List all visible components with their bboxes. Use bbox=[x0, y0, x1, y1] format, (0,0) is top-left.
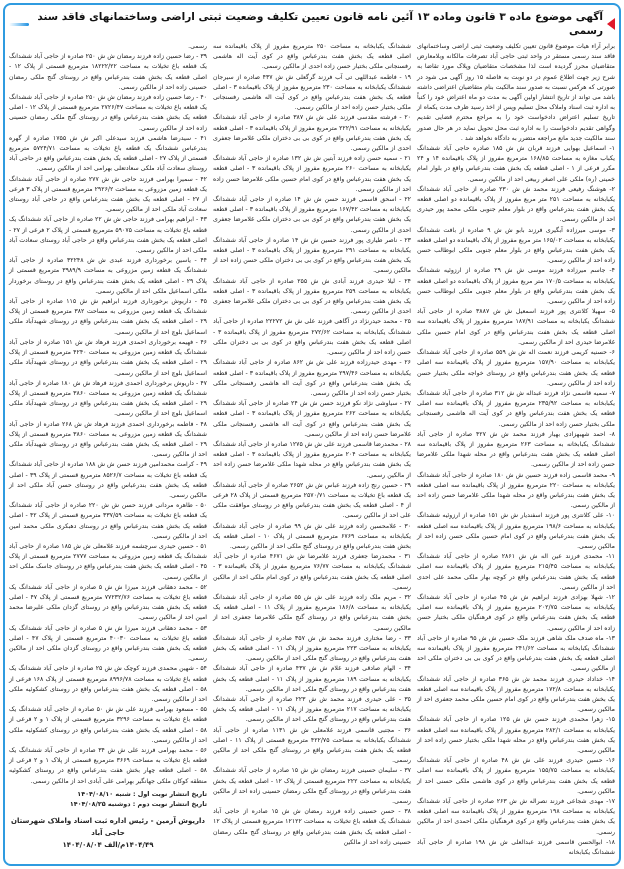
list-item: ۵۰ - طاهره مردانی فرزند حسن ش ش ۲۲۰ صادره از حاجی آباد ششدانگ یک قطعه باغ تخیلات به مساحت ۳۳۷/۵۹ مترمربع قسمتی از پلاک ۴۲ - اصلی قطعه یک بخش هفت بندرعباس واقع در روستای دهبکری ملکی محمد امین احد از مالکین رسمی. bbox=[9, 502, 207, 540]
list-item: ۱۲- شهلا بهزادی فرزند ابراهیم ش ش ۴۵ صادره از حاجی آباد ششدانگ یکبابخانه به مساحت ۲۰۲/۷۵ مترمربع مفروز از پلاک باقیمانده سه اصلی قطعه یک بخش هفت بندرعباس واقع در کوی فرهنگیان ملکی بختیار حسن زاده احد از مالکین رسمی. bbox=[417, 593, 616, 632]
red-triangle-icon bbox=[607, 18, 615, 30]
list-item: ۴۰ - رضا حسین زاده فرزند رمضان ش ش ۲۵۰ صادره از حاجی آباد ششدانگ یک قطعه باغ تخیلات به مساحت ۲۷۲۶/۴۷ مترمربع قسمتی از پلاک ۱۲ - اصلی قطعه یک بخش هفت بندرعباس واقع در روستای گنج ملکی رمضان حسینی زاده احد از مالکین رسمی. bbox=[9, 94, 207, 132]
list-item: ۵۴ - شهین محمدی فرزند کوچک ش ش ۲۵ صادره از حاجی آباد ششدانگ یک قطعه باغ تخیلات به مساحت ۸۹۹۶/۷۸ مترمربع قسمتی از پلاک ۱۶۸ فرعی از ۵۸ - اصلی قطعه یک بخش هفت بندرعباس واقع در روستای کشکوئیه ملکی احد از مالکین رسمی. bbox=[9, 665, 207, 703]
list-item: ۳۵ - علی حیدری فرزند محمد ش ش ۲۲۳ صادره از حاجی آباد ششدانگ یکبابخانه به مساحت ۲۱۷ مترمربع مفروز از پلاک ۱۱ - اصلی قطعه یک بخش هفت بندرعباس واقع در روستای گنج ملکی احد از مالکین رسمی. bbox=[213, 696, 412, 724]
list-item: ۱۴- خداداد حیدری فرزند محمد ش ش ۳۶۵ صادره از حاجی آباد ششدانگ یکبابخانه به مساحت ۱۷۲/۸ مترمربع مفروز از پلاک باقیمانده سه اصلی قطعه یک بخش هفت بندرعباس واقع در کوی امام حسین ملکی محمد جعفری احد از مالکین رسمی. bbox=[417, 675, 615, 714]
list-item: ۴۵ - داریوش برخورداری فرزند ابراهیم ش ش ۱۱۵ صادره از حاجی آباد ششدانگ یک قطعه زمین مزروعی به مساحت ۳۸۲ مترمربع قسمتی از پلاک ۲۹ - اصلی قطعه یک بخش هفت بندرعباس واقع در روستای شهیدآباد ملکی اسماعیل بلوچ احد از مالکین رسمی. bbox=[9, 298, 207, 336]
list-item: ۲۰ - فرشته مقدسی فرزند علی ش ش ۳۸۷ صادره از حاجی آباد ششدانگ یکبابخانه به مساحت ۲۲۲/۹۱ مترمربع مفروز از پلاک باقیمانده ۳ - اصلی قطعه یک بخش هفت بندرعباس واقع در کوی بی بی دختران ملکی غلامرضا جعفری احدی از مالکین رسمی. bbox=[213, 114, 411, 153]
list-item: ۱۸- ابوالحسن قاسمی فرزند عبدالعلی ش ش ۱۹۸ صادره از حاجی آباد ششدانگ یکبابخانه bbox=[417, 838, 615, 857]
notice-columns bbox=[9, 42, 615, 858]
list-item: ۱- اسماعیل بهوایی فرزند قربان ش ش ۱۸۵ صادره حاجی آباد ششدانگ یکباب مغازه به مساحت ۱۶۸/۸۵ مترمربع مفروز از پلاک باقیمانده ۱۴ و ۲۴ مکرر فرعی از ۱ - اصلی قطعه یک بخش هفت بندرعباس واقع در بلوار امام خمینی (ره) ملکی علی اصغر ربیعی احد از مالکین رسمی. bbox=[417, 145, 615, 183]
list-item: ۴۷ - داریوش برخورداری احمدی فرزند فرهاد ش ش ۱۸۰ صادره از حاجی آباد ششدانگ یک قطعه زمین مزروعی به مساحت ۳۸۶۰ مترمربع قسمتی از پلاک ۲۹ - اصلی قطعه یک بخش هفت بندرعباس واقع در روستای شهیدآباد ملکی اسماعیل بلوچ احد از مالکین رسمی. bbox=[9, 379, 207, 418]
list-item: ۱۷- مهدی شجاعی فرزند نصراله ش ش ۲۶۳ صادره از حاجی آباد ششدانگ یکبابخانه به مساحت ۱۹۸ مترمربع مفروز از پلاک باقیمانده سه اصلی قطعه یک بخش هفت بندرعباس واقع در کوی فرهنگیان ملکی احمدی احد از مالکین رسمی. bbox=[417, 798, 615, 836]
list-item: ۸- احمد شهبهزادی بهیار فرزند محمد ش ش ۴۲۷ صادره از حاجی آباد ششدانگ یکبابخانه به مساحت ۲۶۳ مترمربع مفروز از پلاک باقیمانده سه اصلی قطعه یک بخش هفت بندرعباس واقع در محله شهدا ملکی غلامرضا حسن زاده احد از مالکین رسمی. bbox=[417, 430, 615, 469]
notice-frame bbox=[3, 3, 621, 866]
list-item: ۵۱ - حسین حیدری سرچشمه فرزند غلامعلی ش ش ۱۸۵ صادره از حاجی آباد ششدانگ یک قطعه زمین مزروعی به مساحت ۲۷۷۷ مترمربع قسمتی از پلاک ۴۵ - اصلی قطعه یک بخش هفت بندرعباس واقع در روستای جاسک ملکی احد از مالکین رسمی. bbox=[9, 542, 207, 581]
list-item: ۴۹ - کرامت محمدامین فرزند حسن ش ش ۱۸۸ صادره از حاجی آباد ششدانگ یک قطعه باغ تخیلات به مساحت ۸۵۲۶/۷ مترمربع قسمتی از پلاک ۳۹ - اصلی قطعه یک بخش هفت بندرعباس واقع در روستای حسن آباد ملکی احد از مالکین رسمی. bbox=[9, 461, 208, 499]
list-item: ۲۵ - محمد حیدرنژاد در آگاهی فرزند علی ش ش ۲۲۲۷۲ صادره از حاجی آباد ششدانگ یکبابخانه به مساحت ۲۷۲/۶۲ مترمربع مفروز از پلاک باقیمانده ۳ - اصلی قطعه یک بخش هفت بندرعباس واقع در کوی بی بی دختران ملکی حسن زاده احد از مالکین رسمی. bbox=[213, 318, 411, 357]
notice-title: آگهی موضوع ماده ۳ قانون وماده ۱۳ آئین نامه قانون تعیین تکلیف وضعیت ثبتی اراضی وساختمانهای فاقد سند رسمی bbox=[37, 11, 603, 37]
list-item: ۳۴ - الهام صادقی فرزند غلام ش ش ۴۳۷ صادره از حاجی آباد ششدانگ یکبابخانه به مساحت ۱۸۹ مترمربع مفروز از پلاک ۱۱ - اصلی قطعه یک بخش هفت بندرعباس واقع در روستای گنج ملکی احد از مالکین رسمی. bbox=[213, 665, 412, 693]
list-item: ۴۳ - ابراهیم بهرامی فرزند حاجی ش ش ۲۲ صادره از حاجی آباد ششدانگ یک قطعه باغ تخیلات به مساحت ۵۹۰۷۵ مترمربع قسمتی از پلاک ۲ فرعی از ۲۷ - اصلی قطعه یک بخش هفت بندرعباس واقع در حاجی آباد روستای سعادت آباد ملکی احد از مالکین رسمی. bbox=[9, 216, 207, 255]
signature-ref: ۱۴۰۴/۴۹م/الف ۱۴۰۴/۰۸/۰۴ bbox=[62, 841, 154, 850]
list-item: ۵۵ - مسعود بهرامی فرزند علی ش ش ۵۰ صادره از حاجی آباد ششدانگ یک قطعه باغ تخیلات به مساحت ۳۲۹۶ مترمربع قسمتی از پلاک ۱ و ۲ فرعی از ۵۸ - اصلی قطعه یک بخش هفت بندرعباس واقع در روستای کشکوئیه ملکی احد از مالکین رسمی. bbox=[9, 706, 207, 744]
signature-block bbox=[9, 815, 207, 851]
list-item: ۳۶ - مجتبی قاسمی فرزند غلامعلی ش ش ۱۱۳۱ صادره از حاجی آباد ششدانگ یکبابخانه به مساحت ۴۲۲/۷۵ مترمربع قسمتی از پلاک ۱۱ - اصلی قطعه یک بخش هفت بندرعباس واقع در روستای گنج ملکی احد از مالکین رسمی. bbox=[213, 726, 411, 765]
column-middle bbox=[213, 42, 411, 858]
list-item: ۵- سهیلا کلانتری پور فرزند اسمعیل ش ش ۳۸۸۷ صادره از حاجی آباد ششدانگ یکبابخانه به مساحت ۱۸۷/۹۱ مترمربع مفروز از پلاک باقیمانده سه اصلی قطعه یک بخش هفت بندرعباس واقع در کوی امام حسین ملکی غلامرضا حیدری احد از مالکین رسمی. bbox=[417, 308, 615, 346]
list-item: ۲۳ - ناصر طیاری پور فرزند حسین ش ش ۱۴ صادره از حاجی آباد ششدانگ یکبابخانه به مساحت ۲۹۱ مترمربع مفروز از پلاک باقیمانده ۳ - اصلی قطعه یک بخش هفت بندرعباس واقع در کوی بی بی دختران ملکی حسن زاده احد از مالکین رسمی. bbox=[213, 236, 412, 275]
publish-dates bbox=[9, 789, 207, 809]
signature-name: داریوش آرمین - رئیس اداره ثبت اسناد واملاک شهرستان حاجی آباد bbox=[10, 817, 205, 838]
list-item: ۳- موسی میرزاده آبگیری فرزند بابو ش ش ۹ صادره از بافت ششدانگ یکبابخانه به مساحت ۱۶۵/۰۲ متر مربع مفروز از پلاک باقیمانده دو اصلی قطعه یک بخش هفت بندرعباس واقع در بلوار معلم جنوبی ملکی ابوطالب حسن زاده احد از مالکین رسمی. bbox=[417, 226, 615, 265]
list-item: ۲۷ - سیاوشی نژاد نکو فرزند حسن ش ش ۲۴ صادره از حاجی آباد ششدانگ یکبابخانه به مساحت ۲۶۲ مترمربع مفروز از پلاک باقیمانده ۳ - اصلی قطعه یک بخش هفت بندرعباس واقع در کوی آیت اله هاشمی رفسنجانی ملکی غلامرضا حسن زاده احد از مالکین رسمی. bbox=[213, 400, 412, 438]
list-item: ۳۸ - حسن حسینی زاده فرزند رمضان ش ش ۱۵ صادره از حاجی آباد ششدانگ یک قطعه باغ تخیلات به مساحت ۱۲۱۲۲ مترمربع قسمتی از پلاک ۱۲ - اصلی قطعه یک بخش هفت بندرعباس واقع در روستای گنج ملکی رمضان حسینی زاده احد از مالکین bbox=[213, 808, 411, 846]
list-item: ۳۰ - غلامحسین زاده فرزند علی ش ش ۹۹ صادره از حاجی آباد ششدانگ یکبابخانه به مساحت ۶۷۶۹ مترمربع قسمتی از پلاک ۱۰ - اصلی قطعه یک بخش هفت بندرعباس واقع در روستای گنج ملکی احد از مالکین رسمی. bbox=[213, 522, 411, 550]
list-item: ۵۶ - محمد بهرامی فرزند علی ش ش ۳۴ صادره از حاجی آباد ششدانگ یک قطعه باغ تخیلات به مساحت ۳۶۶۹ مترمربع قسمتی از پلاک ۱ و ۲ فرعی از ۵۸ - اصلی قطعه چهار بخش هفت بندرعباس واقع در روستای کشکوئیه منطقه کوکان ملکی جهانگیر بهرامی علی آبادی احد از مالکین رسمی. bbox=[9, 747, 207, 785]
list-item: رسمی. bbox=[188, 43, 207, 50]
list-item: ۱۵- زهرا محمدی فرزند حسن ش ش ۱۲۵ صادره از حاجی آباد ششدانگ یکبابخانه به مساحت ۲۸۲/۱ مترمربع مفروز از پلاک باقیمانده سه اصلی قطعه یک بخش هفت بندرعباس واقع در محله شهدا ملکی بختیار حسن زاده احد از مالکین رسمی. bbox=[417, 716, 616, 755]
list-item: ۱۳- ماه صدف ملک شاهی فرزند ملک حسین ش ش ۹۵ صادره از حاجی آباد ششدانگ یکبابخانه به مساحت ۲۴۱/۶۲ مترمربع مفروز از پلاک باقیمانده سه اصلی قطعه یک بخش هفت بندرعباس واقع در کوی بی بی دختران ملکی احد از مالکین رسمی. bbox=[417, 634, 615, 673]
list-item: ۳۹ - رضا حسین زاده فرزند رمضان ش ش ۲۵۰ صادره از حاجی آباد ششدانگ یک قطعه باغ تخیلات به مساحت ۱۸۲۲۲/۲۲ مترمربع قسمتی از پلاک ۱۲ - اصلی قطعه یک بخش هفت بندرعباس واقع در روستای گنج ملکی رمضان حسینی زاده احد از مالکین رسمی. bbox=[9, 53, 207, 91]
list-item: ۴- جاسم میرزاده فرزند موسی ش ش ۲۹ صادره از ارزوئیه ششدانگ یکبابخانه به مساحت ۱۷۰/۵ متر مربع مفروز از پلاک باقیمانده دو اصلی قطعه یک بخش هفت بندرعباس واقع در بلوار معلم جنوبی ملکی ابوطالب حسن زاده احد از مالکین رسمی. bbox=[417, 267, 615, 306]
publish-date-second: تاریخ انتشار نوبت دوم : دوشنبه ۱۴۰۴/۰۸/۲۵ bbox=[69, 800, 207, 809]
list-item: ۲۹ - حسین رنج زاده فرزند عباس ش ش ۲۶۵۲ صادره از حاجی آباد ششدانگ یک قطعه باغ تخیلات به مساحت ۲۵۷۰/۷۱ مترمربع قسمتی از پلاک ۲۸ فرعی از ۴ - اصلی قطعه یک بخش هفت بندرعباس واقع در روستای موافقت ملکی علی احد از مالکین رسمی. bbox=[213, 481, 411, 520]
title-bar bbox=[9, 10, 615, 38]
list-item: ۷- سمیه قاسمی نژاد فرزند عبداله ش ش ۳۱۲ صادره از حاجی آباد ششدانگ یکبابخانه به مساحت ۲۳۵/۹۲ مترمربع مفروز از پلاک باقیمانده سه اصلی قطعه یک بخش هفت بندرعباس واقع در کوی آیت اله هاشمی رفسنجانی ملکی بختیار حسن زاده احد از مالکین رسمی. bbox=[417, 389, 616, 428]
list-item: ۲۶ - مهدی حیدرزاده فرزند علی ش ش ۸۶۲ صادره از حاجی آباد ششدانگ یکبابخانه به مساحت ۲۹۷/۴۶ مترمربع مفروز از پلاک باقیمانده ۳ - اصلی قطعه یک بخش هفت بندرعباس واقع در کوی آیت اله هاشمی رفسنجانی ملکی بختیار حسن زاده احد از مالکین رسمی. bbox=[213, 359, 411, 397]
list-item: ۱۰- علی کلانتری پور فرزند اسفندیار ش ش ۱۵۱ صادره از ارزوئیه ششدانگ یکبابخانه به مساحت ۱۹۸/۶ مترمربع مفروز از پلاک باقیمانده سه اصلی قطعه یک بخش هفت بندرعباس واقع در کوی امام حسین ملکی حسن زاده احد از مالکین رسمی. bbox=[417, 512, 615, 550]
list-item: ۱۹ - فاطمه عبداللهی تی آب فرزند گرگعلی ش ش ۴۳۷ صادره از سیرجان ششدانگ یکبابخانه به مساحت ۲۳۰ مترمربع مفروز از پلاک باقیمانده ۳ - اصلی قطعه یک بخش هفت بندرعباس واقع در کوی آیت اله هاشمی رفسنجانی ملکی بختیار حسن زاده احد از مالکین رسمی. bbox=[213, 73, 412, 112]
list-item: ۳۷ - سلیمان حسینی فرزند رمضان ش ش ۱۵ صادره از حاجی آباد ششدانگ یکبابخانه به مساحت ۲۲۲ مترمربع قسمتی از پلاک ۱۲ - اصلی قطعه یک بخش هفت بندرعباس واقع در روستای گنج ملکی رمضان حسینی زاده احد از مالکین رسمی. bbox=[213, 767, 412, 806]
list-item: ۴۲ - سمیرا بهرامی فرزند حاجی ش ش ۲۷۷ صادره از حاجی آباد ششدانگ یک قطعه زمین مزروعی به مساحت ۲۹۲۶/۲ مترمربع قسمتی از پلاک ۳ فرعی از ۲۷ - اصلی قطعه یک بخش هفت بندرعباس واقع در حاجی آباد روستای سعادت آباد ملکی احد از مالکین رسمی. bbox=[9, 175, 207, 214]
list-item: ۲۲ - اسحق قاسمی فرزند حسن ش ش ۱۴ صادره از حاجی آباد ششدانگ یکبابخانه به مساحت ۱۶۷/۴۲ مترمربع مفروز از پلاک باقیمانده ۳ - اصلی قطعه یک بخش هفت بندرعباس واقع در کوی بی بی دختران ملکی غلامرضا جعفری احدی از مالکین رسمی. bbox=[213, 196, 411, 234]
list-item: ۳۱ - محمدرضا جعفری فرزند غلامرضا ش ش ۴۶۷۱ صادره از حاجی آباد ششدانگ یکبابخانه به مساحت ۷۶/۷۷ مترمربع مفروز از پلاک باقیمانده ۳ - اصلی قطعه یک بخش هفت بندرعباس واقع در کوی امام ملکی احد از مالکین رسمی. bbox=[213, 553, 411, 591]
list-item: ۴۸ - فاطمه برخورداری احمدی فرزند فرهاد ش ش ۲۶۸ صادره از حاجی آباد ششدانگ یک قطعه زمین مزروعی به مساحت ۳۸۶۰ مترمربع قسمتی از پلاک ۲۹ - اصلی قطعه یک بخش هفت بندرعباس واقع در روستای شهیدآباد ملکی احد از مالکین رسمی. bbox=[9, 420, 207, 459]
list-item: ۲۱ - سمیه حسن زاده فرزند آبتین ش ش ۱۳۲ صادره از حاجی آباد ششدانگ یکبابخانه به مساحت ۲۶۰ مترمربع مفروز از پلاک باقیمانده ۳ - اصلی قطعه یک بخش هفت بندرعباس واقع در کوی امام حسین ملکی غلامرضا حسن زاده احد از مالکین رسمی. bbox=[213, 155, 411, 193]
list-item: ۴۴ - یاسین برخورداری فرزند عبدی ش ش ۳۲۲۴۸ صادره از حاجی آباد ششدانگ یک قطعه زمین مزروعی به مساحت ۳۹۸۹/۹ مترمربع قسمتی از پلاک ۲۹ - اصلی قطعه یک بخش هفت بندرعباس واقع در روستای برخوردار ملکی اسماعیل ملکی احد از مالکین رسمی. bbox=[9, 257, 207, 295]
list-item: ۲۴ - لیلا حیدری فرزند آبادی ش ش ۲۵۵ صادره از حاجی آباد ششدانگ یکبابخانه به مساحت ۲۵۹ مترمربع مفروز از پلاک باقیمانده ۳ - اصلی قطعه یک بخش هفت بندرعباس واقع در کوی بی بی دختران ملکی غلامرضا جعفری احدی از مالکین رسمی. bbox=[213, 277, 411, 316]
list-item: ۶- حسنیه کریمی فرزند نعمت اله ش ش ۵۵۹ صادره از حاجی آباد ششدانگ یکبابخانه به مساحت ۱۵۷/۹۰ مترمربع مفروز از پلاک باقیمانده سه اصلی قطعه یک بخش هفت بندرعباس واقع در روستای خواجه ملکی بختیار حسن زاده احد از مالکین رسمی. bbox=[417, 349, 616, 387]
title-divider bbox=[9, 23, 29, 26]
list-item: ۲۸ - محمدرضا قاسمی فرزند علی ش ش ۱۲۷۵ صادره از حاجی آباد ششدانگ یکبابخانه به مساحت ۲۰۴ مترمربع مفروز از پلاک باقیمانده ۳ - اصلی قطعه یک بخش هفت بندرعباس واقع در محله شهدا ملکی غلامرضا حسن زاده احد از مالکین رسمی. bbox=[213, 440, 412, 479]
list-item: ۳۳ - رضا مختاری فرزند محمد ش ش ۳۵۷ صادره از حاجی آباد ششدانگ یکبابخانه به مساحت ۲۲۳ مترمربع مفروز از پلاک ۱۱ - اصلی قطعه یک بخش هفت بندرعباس واقع در روستای گنج ملکی احد از مالکین رسمی. bbox=[213, 634, 412, 663]
column-right bbox=[417, 42, 615, 858]
list-item: ۹- محمد قاسمی زاده فرزند حسین ش ش ۱۸۰ صادره از حاجی آباد ششدانگ یکبابخانه به مساحت ۲۲۰ مترمربع مفروز از پلاک باقیمانده سه اصلی قطعه یک بخش هفت بندرعباس واقع در محله شهدا ملکی غلامرضا حسن زاده احد از مالکین رسمی. bbox=[417, 471, 615, 510]
column-left bbox=[9, 42, 207, 858]
list-item: ۴۶ - فهیمه برخورداری احمدی فرزند فرهاد ش ش ۱۵۱ صادره از حاجی آباد ششدانگ یک قطعه زمین مزروعی به مساحت ۴۲۴۰ مترمربع قسمتی از پلاک ۲۹ - اصلی قطعه یک بخش هفت بندرعباس واقع در روستای شهیدآباد ملکی اسماعیل بلوچ احد از مالکین رسمی. bbox=[9, 338, 207, 377]
list-item: ۲- هوشنگ رفیعی فرزند محمد ش ش ۲۳۰ صادره از حاجی آباد ششدانگ یکبابخانه به مساحت ۲۵۱ متر مربع مفروز از پلاک باقیمانده دو اصلی قطعه یک بخش هفت بندرعباس واقع در بلوار معلم جنوبی ملکی محمد پور حیدری احد از مالکین رسمی. bbox=[417, 185, 616, 224]
intro-paragraph: برابر آراء هیات موضوع قانون تعیین تکلیف وضعیت ثبتی اراضی وساختمانهای فاقد سند رسمی مستقر در واحد ثبتی حاجی آباد تصرفات مالکانه وبلامعارض متقاضیان محرز گردیده است لذا مشخصات متقاضیان وپلاک مورد تقاضا به شرح زیر جهت اطلاع عموم در دو نوبت به فاصله ۱۵ روز آگهی می شود در صورتی که هرکس نسبت به صدور سند مالکیت بنام متقاضیان اعتراضی داشته باشد می تواند از تاریخ انتشار اولین آگهی به مدت دو ماه اعتراض خود را کتباً به اداره ثبت اسناد واملاک محل تسلیم وپس از اخذ رسید ظرف مدت یکماه از تاریخ تسلیم اعتراض دادخواست خود را به مراجع محترم قضایی تقدیم وگواهی تقدیم دادخواست را به اداره ثبت محل تحویل نماید در هر حال صدور سند مالکیت جدید مانع مراجعه متضرر به دادگاه نخواهد شد . bbox=[417, 43, 615, 142]
list-item: ۱۶- حسین حیدری فرزند علی ش ش ۴۸ صادره از حاجی آباد ششدانگ یکبابخانه به مساحت ۱۵۵/۷۵ مترمربع مفروز از پلاک باقیمانده سه اصلی قطعه یک بخش هفت بندرعباس واقع در کوی هاشمی ملکی حسنی احد از مالکین رسمی. bbox=[417, 757, 616, 795]
list-item: ۵۲ - محمد دهقانی فرزند میرزا ش ش ۵ صادره از حاجی آباد ششدانگ یک قطعه باغ تخیلات به مساحت ۷۷۲۳۲/۷۶ مترمربع قسمتی از پلاک ۴۷ - اصلی قطعه یک بخش هفت بندرعباس واقع در روستای گزدان ملکی علیرضا محمد امین احد از مالکین رسمی. bbox=[9, 583, 207, 622]
list-item: ۳۲ - مریم ملک زاده فرزند علی ش ش ۵۵ صادره از حاجی آباد ششدانگ یکبابخانه به مساحت ۱۸۶/۸ مترمربع مفروز از پلاک ۱۱ - اصلی قطعه یک بخش هفت بندرعباس واقع در روستای گنج ملکی غلامرضا جعفری احد از مالکین رسمی. bbox=[213, 593, 411, 632]
list-item: ۱۱- محمدی فرزند عین اله ش ش ۲۸۶۱ صادره از حاجی آباد ششدانگ یکبابخانه به مساحت ۲۱۵/۴۵ مترمربع مفروز از پلاک باقیمانده سه اصلی قطعه یک بخش هفت بندرعباس واقع در کوچه بهار ملکی محمد علی احدی احد از مالکین رسمی. bbox=[417, 553, 616, 591]
list-item: ۴۱ - سیدرضا هاشمی فرزند سیدعلی اکبر ش ش ۱۷۵۵ صادره از گهره بندرعباس ششدانگ یک قطعه باغ تخیلات به مساحت ۵۷۲۴/۷۱ مترمربع قسمتی از پلاک ۲۷ - اصلی قطعه یک بخش هفت بندرعباس واقع در حاجی آباد روستای سعادت آباد ملکی سعادتعلی بهرامی احد از مالکین رسمی. bbox=[9, 134, 208, 173]
publish-date-first: تاریخ انتشار نوبت اول : شنبه ۱۴۰۴/۰۸/۱۰ bbox=[77, 789, 207, 798]
list-item: ۵۳ - محمد دهقانی فرزند میرزا ش ش ۵ صادره از حاجی آباد ششدانگ یک قطعه باغ تخیلات به مساحت ۴۰۰۳۰ مترمربع قسمتی از پلاک ۴۷ - اصلی قطعه یک بخش هفت بندرعباس واقع در روستای گزدان ملکی احد از مالکین رسمی. bbox=[9, 624, 207, 663]
list-item: ششدانگ یکبابخانه به مساحت ۲۵۰ مترمربع مفروز از پلاک باقیمانده سه اصلی قطعه یک بخش هفت بندرعباس واقع در کوی آیت اله هاشمی رفسنجانی ملکی بختیار حسن زاده احدی از مالکین رسمی. bbox=[213, 43, 411, 71]
